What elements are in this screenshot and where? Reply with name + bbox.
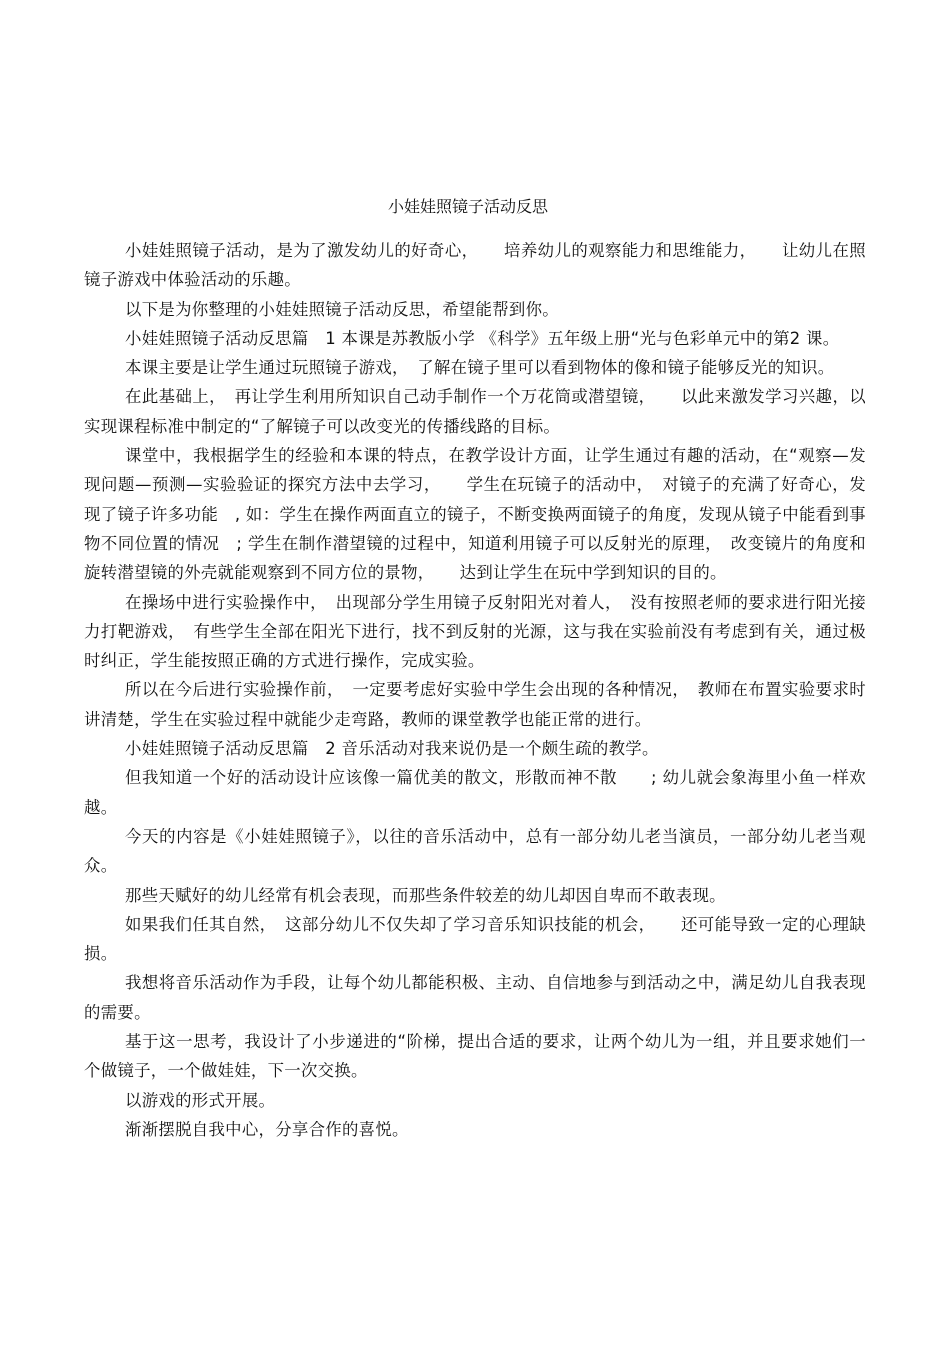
paragraph: 在此基础上， 再让学生利用所知识自己动手制作一个万花筒或潜望镜， 以此来激发学习兴趣，以实现课程标准中制定的“了解镜子可以改变光的传播线路的目标。 — [84, 387, 866, 436]
paragraph: 今天的内容是《小娃娃照镜子》，以往的音乐活动中，总有一部分幼儿老当演员，一部分幼儿老当观众。 — [84, 826, 866, 876]
paragraph: 小娃娃照镜子活动反思篇 1 本课是苏教版小学 《科学》五年级上册“光与色彩单元中的第2 课。 — [125, 328, 840, 348]
paragraph: 小娃娃照镜子活动反思篇 2 音乐活动对我来说仍是一个颇生疏的教学。 — [125, 739, 659, 759]
paragraph: 课堂中，我根据学生的经验和本课的特点，在教学设计方面，让学生通过有趣的活动，在“观察—发现问题—预测—实验验证的探究方法中去学习， 学生在玩镜子的活动中， 对镜子的充满了好奇心，发现了镜子许多功能 , 如：学生在操作两面直立的镜子，不断变换两面镜子的角度，发现从镜子中能看到事物不同位置的情况 ; 学生在制作潜望镜的过程中，知道利用镜子可以反射光的原理， 改变镜片的角度和旋转潜望镜的外壳就能观察到不同方位的景物， 达到让学生在玩中学到知识的目的。 — [84, 446, 866, 583]
paragraph: 小娃娃照镜子活动，是为了激发幼儿的好奇心， 培养幼儿的观察能力和思维能力， 让幼儿在照镜子游戏中体验活动的乐趣。 — [84, 241, 866, 290]
paragraph: 如果我们任其自然， 这部分幼儿不仅失却了学习音乐知识技能的机会， 还可能导致一定的心理缺损。 — [84, 914, 866, 964]
paragraph: 那些天赋好的幼儿经常有机会表现，而那些条件较差的幼儿却因自卑而不敢表现。 — [125, 885, 726, 905]
paragraph: 以下是为你整理的小娃娃照镜子活动反思，希望能帮到你。 — [125, 299, 559, 319]
document-title: 小娃娃照镜子活动反思 — [387, 197, 548, 216]
document-body — [84, 236, 866, 1144]
paragraph: 但我知道一个好的活动设计应该像一篇优美的散文，形散而神不散 ; 幼儿就会象海里小鱼一样欢越。 — [84, 768, 866, 817]
paragraph: 在操场中进行实验操作中， 出现部分学生用镜子反射阳光对着人， 没有按照老师的要求进行阳光接力打靶游戏， 有些学生全部在阳光下进行，找不到反射的光源，这与我在实验前没有考虑到有关，通过极时纠正，学生能按照正确的方式进行操作，完成实验。 — [84, 592, 866, 671]
paragraph: 基于这一思考，我设计了小步递进的“阶梯，提出合适的要求，让两个幼儿为一组，并且要求她们一个做镜子，一个做娃娃，下一次交换。 — [84, 1032, 866, 1081]
paragraph: 渐渐摆脱自我中心，分享合作的喜悦。 — [125, 1119, 409, 1139]
paragraph: 所以在今后进行实验操作前， 一定要考虑好实验中学生会出现的各种情况， 教师在布置实验要求时讲清楚，学生在实验过程中就能少走弯路，教师的课堂教学也能正常的进行。 — [84, 680, 866, 729]
paragraph: 我想将音乐活动作为手段，让每个幼儿都能积极、主动、自信地参与到活动之中，满足幼儿自我表现的需要。 — [84, 973, 866, 1022]
paragraph: 以游戏的形式开展。 — [125, 1090, 276, 1110]
paragraph: 本课主要是让学生通过玩照镜子游戏， 了解在镜子里可以看到物体的像和镜子能够反光的知识。 — [125, 358, 835, 378]
